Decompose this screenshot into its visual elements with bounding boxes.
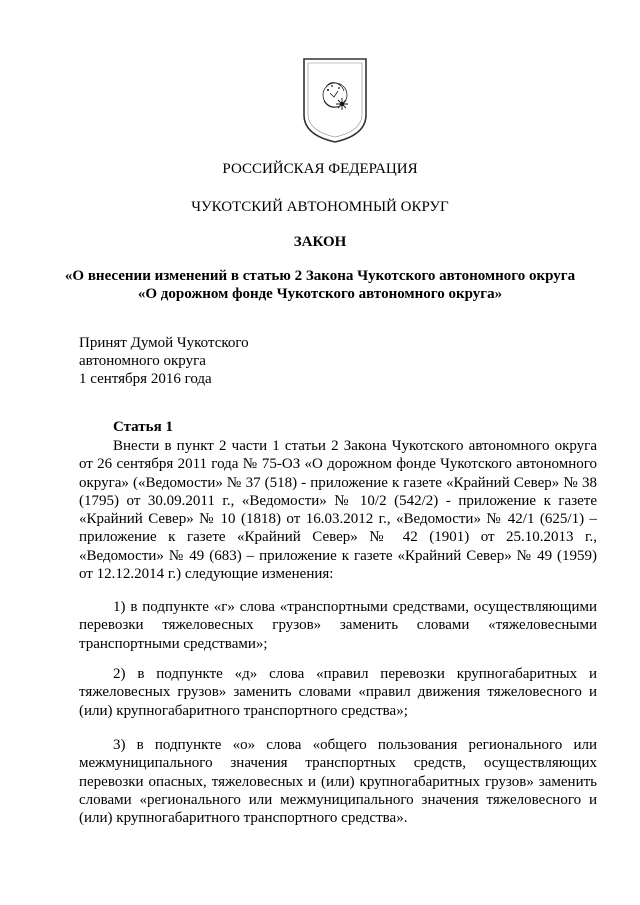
coat-of-arms-emblem <box>302 57 368 144</box>
adoption-date: 1 сентября 2016 года <box>79 371 212 387</box>
document-type-heading: ЗАКОН <box>293 234 347 250</box>
law-title-line-2: «О дорожном фонде Чукотского автономного округа» <box>137 286 503 302</box>
country-heading: РОССИЙСКАЯ ФЕДЕРАЦИЯ <box>222 161 418 177</box>
article-intro-paragraph: Внести в пункт 2 части 1 статьи 2 Закона Чукотского автономного округа от 26 сентября 2011 года № 75-ОЗ «О дорожном фонде Чукотского автономного округа» («Ведомости» № 37 (518) - приложение к газете «Крайний Север» № 38 (1795) от 30.09.2011 г., «Ведомости» № 10/2 (542/2) - приложение к газете «Крайний Север» № 10 (1818) от 16.03.2012 г., «Ведомости» № 42/1 (625/1) – приложение к газете «Крайний Север» № 42 (1901) от 25.10.2013 г., «Ведомости» № 49 (683) – приложение к газете «Крайний Север» № 49 (1959) от 12.12.2014 г.) следующие изменения: <box>79 438 597 583</box>
amendment-item-3: 3) в подпункте «о» слова «общего пользования регионального или межмуниципального значения транспортных средств, осуществляющих перевозки опасных, тяжеловесных и (или) крупногабаритных грузов» заменить словами «регионального или межмуниципального значения тяжеловесного и (или) крупногабаритного транспортного средства». <box>79 737 597 827</box>
adoption-line-1: Принят Думой Чукотского <box>79 335 249 351</box>
amendment-item-2: 2) в подпункте «д» слова «правил перевозки крупногабаритных и тяжеловесных грузов» заменить словами «правил движения тяжеловесного и (или) крупногабаритного транспортного средства»; <box>79 666 597 719</box>
article-heading: Статья 1 <box>113 419 173 435</box>
region-heading: ЧУКОТСКИЙ АВТОНОМНЫЙ ОКРУГ <box>191 199 449 215</box>
adoption-line-2: автономного округа <box>79 353 206 369</box>
amendment-item-1: 1) в подпункте «г» слова «транспортными средствами, осуществляющими перевозки тяжеловесных грузов» заменить словами «тяжеловесными транспортными средствами»; <box>79 599 597 652</box>
law-title-line-1: «О внесении изменений в статью 2 Закона Чукотского автономного округа <box>64 268 576 284</box>
